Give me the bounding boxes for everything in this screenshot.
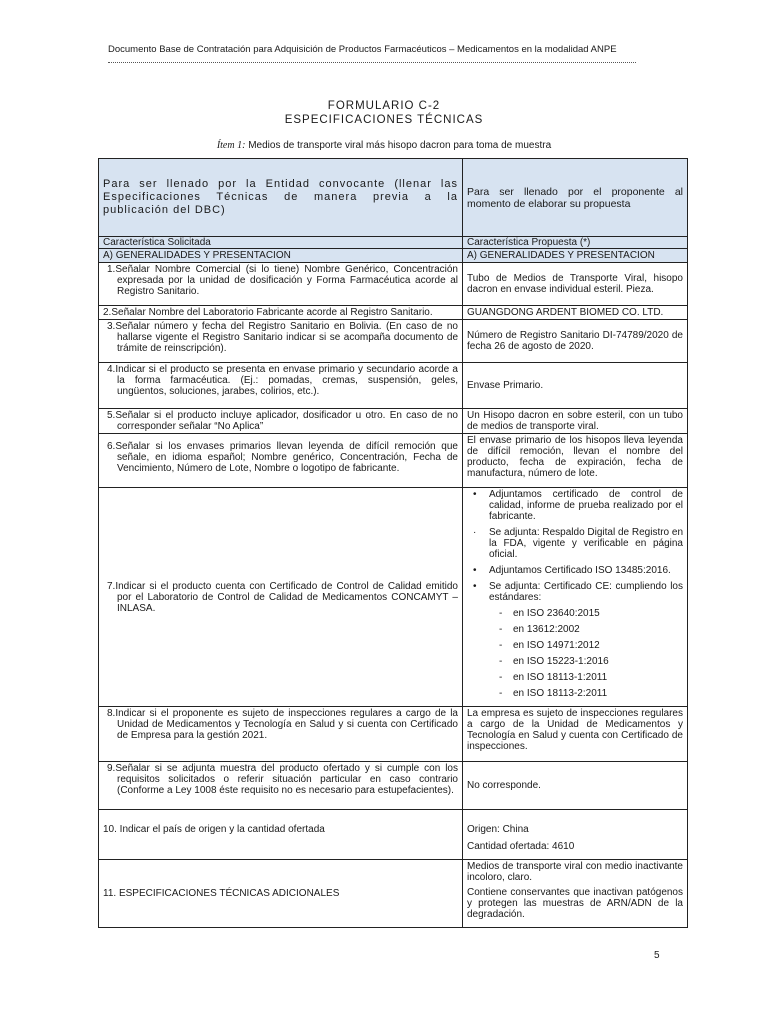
row-2-requested: 2.Señalar Nombre del Laboratorio Fabricante acorde al Registro Sanitario. (99, 306, 463, 320)
standard-item: - en ISO 14971:2012 (499, 640, 600, 651)
bullet-item: • Adjuntamos Certificado ISO 13485:2016. (473, 565, 671, 576)
row-2-proposed: GUANGDONG ARDENT BIOMED CO. LTD. (463, 306, 688, 320)
row-8-proposed: La empresa es sujeto de inspecciones regulares a cargo de la Unidad de Medicamentos y Tecnología en Salud y cuenta con Certificado de inspecciones. (463, 707, 688, 762)
form-title: FORMULARIO C-2 (327, 100, 441, 112)
standard-item: - en 13612:2002 (499, 624, 580, 635)
standard-item: - en ISO 23640:2015 (499, 608, 600, 619)
row-9-proposed: No corresponde. (463, 762, 688, 810)
standard-item: - en ISO 18113-2:2011 (499, 688, 608, 699)
header-divider (108, 62, 636, 63)
column-proposed: Característica Propuesta (*) (463, 237, 688, 249)
row-10-requested: 10. Indicar el país de origen y la cantidad ofertada (99, 810, 463, 860)
section-left: A) GENERALIDADES Y PRESENTACION (99, 249, 463, 263)
page-number: 5 (654, 950, 660, 961)
section-right: A) GENERALIDADES Y PRESENTACION (463, 249, 688, 263)
row-7-proposed (463, 488, 688, 707)
row-10-proposed: Origen: China Cantidad ofertada: 4610 (463, 810, 688, 860)
row-11-requested: 11. ESPECIFICACIONES TÉCNICAS ADICIONALES (99, 860, 463, 928)
standard-item: - en ISO 15223-1:2016 (499, 656, 609, 667)
row-11-proposed: Medios de transporte viral con medio inactivante incoloro, claro. Contiene conservantes que inactivan patógenos y protegen las muestras de ARN/ADN de la degradación. (463, 860, 688, 928)
document-header: Documento Base de Contratación para Adquisición de Productos Farmacéuticos – Medicamentos en la modalidad ANPE (108, 44, 617, 55)
item-line (0, 140, 768, 151)
row-3-requested: 3.Señalar número y fecha del Registro Sanitario en Bolivia. (En caso de no hallarse vigente el Registro Sanitario indicar si se acompaña documento de trámite de reinscripción). (99, 320, 463, 363)
row-5-requested: 5.Señalar si el producto incluye aplicador, dosificador u otro. En caso de no corresponder señalar “No Aplica” (99, 409, 463, 434)
row-1-requested: 1.Señalar Nombre Comercial (si lo tiene) Nombre Genérico, Concentración expresada por la unidad de dosificación y Forma Farmacéutica acorde al Registro Sanitario. (99, 263, 463, 306)
bullet-item: · Se adjunta: Respaldo Digital de Registro en la FDA, vigente y verificable en página oficial. (473, 527, 684, 560)
header-entity-cell: Para ser llenado por la Entidad convocante (llenar las Especificaciones Técnicas de manera previa a la publicación del DBC) (99, 159, 463, 237)
form-subtitle: ESPECIFICACIONES TÉCNICAS (284, 114, 484, 126)
row-8-requested: 8.Indicar si el proponente es sujeto de inspecciones regulares a cargo de la Unidad de Medicamentos y Tecnología en Salud y si cuenta con Certificado de Empresa para la gestión 2021. (99, 707, 463, 762)
row-7-requested: 7.Indicar si el producto cuenta con Certificado de Control de Calidad emitido por el Laboratorio de Control de Calidad de Medicamentos CONCAMYT – INLASA. (99, 488, 463, 707)
item-text: Medios de transporte viral más hisopo dacron para toma de muestra (248, 140, 552, 151)
row-4-requested: 4.Indicar si el producto se presenta en envase primario y secundario acorde a la forma farmacéutica. (Ej.: pomadas, cremas, suspensión, geles, ungüentos, soluciones, jarabes, colirios, etc.). (99, 363, 463, 409)
row-6-requested: 6.Señalar si los envases primarios llevan leyenda de difícil remoción que señale, en idioma español; Nombre genérico, Concentración, Fecha de Vencimiento, Número de Lote, Nombre o logotipo de fabricante. (99, 434, 463, 488)
row-4-proposed: Envase Primario. (463, 363, 688, 409)
standard-item: - en ISO 18113-1:2011 (499, 672, 608, 683)
row-5-proposed: Un Hisopo dacron en sobre esteril, con un tubo de medios de transporte viral. (463, 409, 688, 434)
item-label: Ítem 1: (216, 140, 246, 151)
row-3-proposed: Número de Registro Sanitario DI-74789/2020 de fecha 26 de agosto de 2020. (463, 320, 688, 363)
specifications-table (98, 158, 688, 928)
row-6-proposed: El envase primario de los hisopos lleva leyenda de difícil remoción, llevan el nombre del producto, fecha de expiración, fecha de manufactura, número de lote. (463, 434, 688, 488)
header-proponent-cell: Para ser llenado por el proponente al momento de elaborar su propuesta (463, 159, 688, 237)
row-1-proposed: Tubo de Medios de Transporte Viral, hisopo dacron en envase individual esteril. Pieza. (463, 263, 688, 306)
row-9-requested: 9.Señalar si se adjunta muestra del producto ofertado y si cumple con los requisitos solicitados o referir situación particular en caso contrario (Conforme a Ley 1008 éste requisito no es necesario para estupefacientes). (99, 762, 463, 810)
column-requested: Característica Solicitada (99, 237, 463, 249)
bullet-item: • Adjuntamos certificado de control de calidad, informe de prueba realizado por el fabricante. (473, 489, 683, 522)
bullet-item: • Se adjunta: Certificado CE: cumpliendo los estándares: (473, 581, 683, 603)
